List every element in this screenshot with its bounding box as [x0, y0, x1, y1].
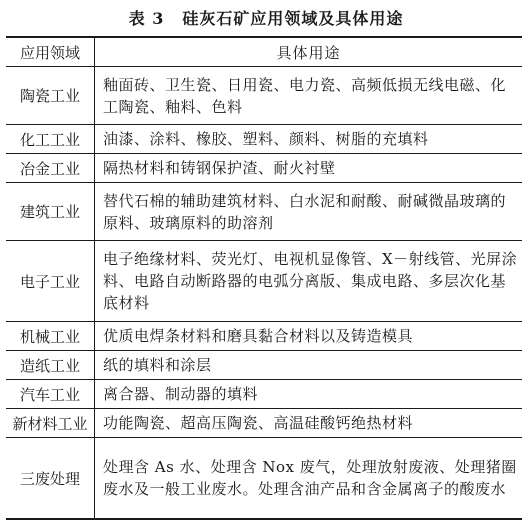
row-field: 电子工业 [6, 241, 95, 322]
header-use: 具体用途 [276, 43, 341, 62]
table-caption: 硅灰石矿应用领域及具体用途 [182, 9, 404, 28]
table-row [6, 125, 522, 154]
table-row [6, 380, 522, 409]
table-row [6, 351, 522, 380]
row-field: 汽车工业 [6, 380, 95, 409]
row-use: 离合器、制动器的填料 [103, 385, 259, 403]
table-number: 表 3 [128, 9, 165, 28]
row-use: 纸的填料和涂层 [103, 356, 212, 374]
table-row [6, 67, 522, 125]
row-field: 机械工业 [6, 322, 95, 351]
applications-table [6, 36, 522, 520]
row-use: 替代石棉的辅助建筑材料、白水泥和耐酸、耐碱微晶玻璃的原料、玻璃原料的助溶剂 [103, 191, 507, 232]
row-use: 功能陶瓷、超高压陶瓷、高温硅酸钙绝热材料 [103, 414, 414, 432]
table-title [0, 6, 532, 29]
table-row [6, 154, 522, 183]
row-use: 处理含 As 水、处理含 Nox 废气，处理放射废液、处理猪圈废水及一般工业废水。处理含油产品和含金属离子的酸废水 [103, 458, 517, 498]
table-row [6, 409, 522, 438]
row-field: 三废处理 [6, 438, 95, 520]
row-field: 建筑工业 [6, 183, 95, 241]
row-field: 化工工业 [6, 125, 95, 154]
table-row [6, 322, 522, 351]
table-row [6, 183, 522, 241]
row-field: 新材料工业 [6, 409, 95, 438]
row-use: 隔热材料和铸钢保护渣、耐火衬壁 [103, 159, 336, 177]
row-field: 冶金工业 [6, 154, 95, 183]
row-use: 电子绝缘材料、荧光灯、电视机显像管、X－射线管、光屏涂料、电路自动断路器的电弧分离版、集成电路、多层次化基底材料 [103, 250, 518, 312]
table-row [6, 241, 522, 322]
table-row [6, 438, 522, 520]
header-field: 应用领域 [6, 37, 95, 67]
row-use: 油漆、涂料、橡胶、塑料、颜料、树脂的充填料 [103, 130, 429, 148]
row-field: 造纸工业 [6, 351, 95, 380]
row-use: 釉面砖、卫生瓷、日用瓷、电力瓷、高频低损无线电磁、化工陶瓷、釉料、色料 [103, 75, 507, 116]
row-use: 优质电焊条材料和磨具黏合材料以及铸造模具 [103, 327, 414, 345]
row-field: 陶瓷工业 [6, 67, 95, 125]
table-header-row [6, 37, 522, 67]
